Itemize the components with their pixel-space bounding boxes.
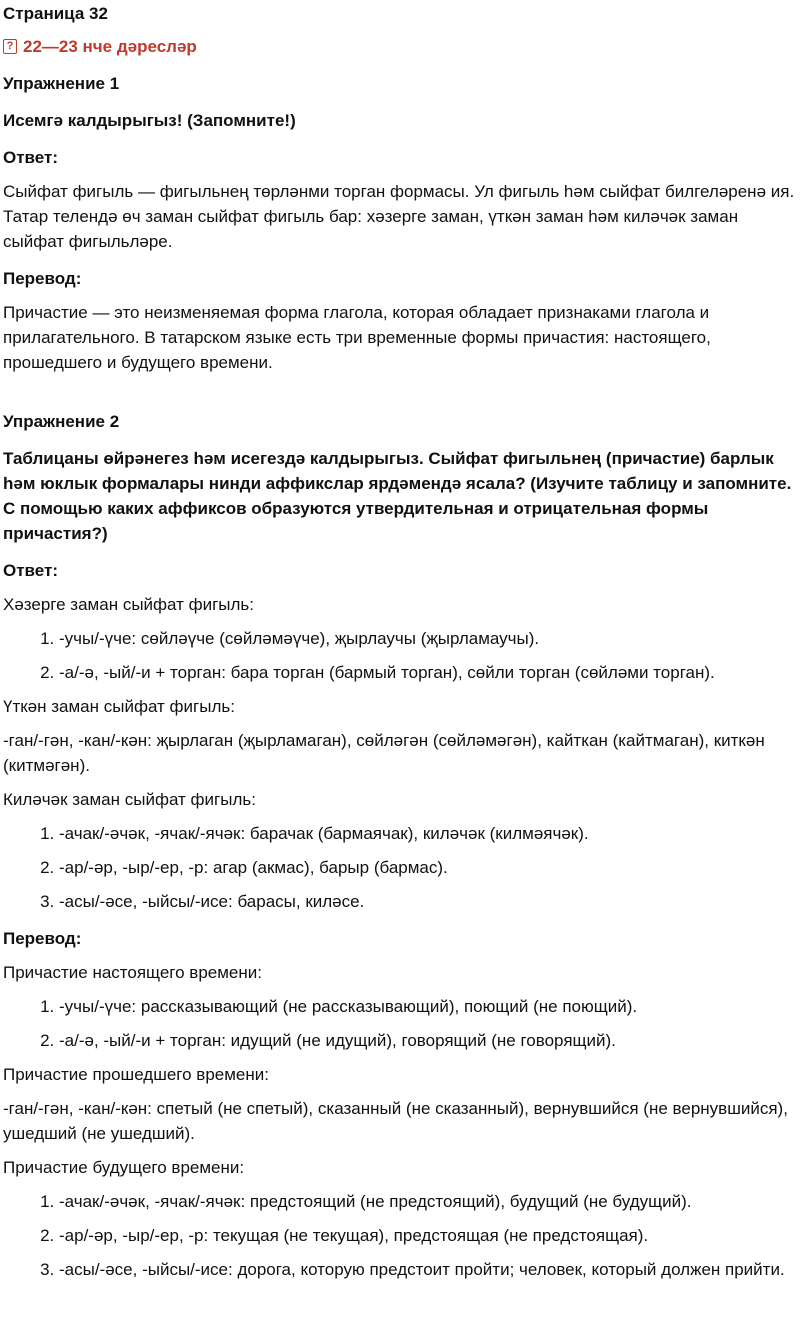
- list-item: 1. -учы/-үче: сөйләүче (сөйләмәүче), җырлаучы (җырламаучы).: [59, 626, 796, 651]
- future-participle-title: Киләчәк заман сыйфат фигыль:: [3, 790, 256, 809]
- list-item: 1. -ачак/-әчәк, -ячак/-ячәк: предстоящий (не предстоящий), будущий (не будущий).: [59, 1189, 796, 1214]
- lesson-link-label: 22—23 нче дәресләр: [23, 36, 197, 56]
- page-title: Страница 32: [3, 4, 108, 23]
- exercise-2-task: Таблицаны өйрәнегез һәм исегездә калдырыгыз. Сыйфат фигыльнең (причастие) барлык һәм юклык формалары нинди аффикслар ярдәмендә ясала? (Изучите таблицу и запомните. С помощью каких аффиксов образуются утвердительная и отрицательная формы причастия?): [3, 449, 792, 543]
- exercise-2-translation-label: Перевод:: [3, 929, 82, 948]
- translation-present-list: [3, 994, 796, 1053]
- present-participle-list: [3, 626, 796, 685]
- exercise-2-heading: Упражнение 2: [3, 412, 120, 431]
- lesson-link[interactable]: [3, 33, 796, 59]
- translation-past-title: Причастие прошедшего времени:: [3, 1065, 269, 1084]
- exercise-1-heading: Упражнение 1: [3, 74, 120, 93]
- future-participle-list: [3, 821, 796, 914]
- list-item: 1. -ачак/-әчәк, -ячак/-ячәк: барачак (бармаячак), киләчәк (килмәячәк).: [59, 821, 796, 846]
- list-item: 3. -асы/-әсе, -ыйсы/-исе: дорога, которую предстоит пройти; человек, который должен прийти.: [59, 1257, 796, 1282]
- exercise-1-translation-label: Перевод:: [3, 269, 82, 288]
- list-item: 2. -ар/-әр, -ыр/-ер, -р: текущая (не текущая), предстоящая (не предстоящая).: [59, 1223, 796, 1248]
- list-item: 2. -а/-ә, -ый/-и + торган: бара торган (бармый торган), сөйли торган (сөйләми торган).: [59, 660, 796, 685]
- exercise-1-answer-text: Сыйфат фигыль — фигыльнең төрләнми торган формасы. Ул фигыль һәм сыйфат билгеләренә ия. Татар телендә өч заман сыйфат фигыль бар: хәзерге заман, үткән заман һәм киләчәк заман сыйфат фигыльләре.: [3, 182, 795, 251]
- translation-future-title: Причастие будущего времени:: [3, 1158, 245, 1177]
- exercise-1-answer-label: Ответ:: [3, 148, 58, 167]
- translation-present-title: Причастие настоящего времени:: [3, 963, 262, 982]
- present-participle-title: Хәзерге заман сыйфат фигыль:: [3, 595, 255, 614]
- question-box-icon: ?: [3, 39, 17, 54]
- translation-past-text: -ган/-гән, -кан/-кән: спетый (не спетый), сказанный (не сказанный), вернувшийся (не вернувшийся), ушедший (не ушедший).: [3, 1099, 788, 1143]
- exercise-1-task: Исемгә калдырыгыз! (Запомните!): [3, 111, 296, 130]
- past-participle-text: -ган/-гән, -кан/-кән: җырлаган (җырламаган), сөйләгән (сөйләмәгән), кайткан (кайтмаган), киткән (китмәгән).: [3, 731, 765, 775]
- exercise-1-translation-text: Причастие — это неизменяемая форма глагола, которая обладает признаками глагола и прилагательного. В татарском языке есть три временные формы причастия: настоящего, прошедшего и будущего времени.: [3, 303, 711, 372]
- list-item: 1. -учы/-үче: рассказывающий (не рассказывающий), поющий (не поющий).: [59, 994, 796, 1019]
- list-item: 2. -а/-ә, -ый/-и + торган: идущий (не идущий), говорящий (не говорящий).: [59, 1028, 796, 1053]
- translation-future-list: [3, 1189, 796, 1282]
- list-item: 3. -асы/-әсе, -ыйсы/-исе: барасы, киләсе.: [59, 889, 796, 914]
- past-participle-title: Үткән заман сыйфат фигыль:: [3, 697, 235, 716]
- list-item: 2. -ар/-әр, -ыр/-ер, -р: агар (акмас), барыр (бармас).: [59, 855, 796, 880]
- exercise-2-answer-label: Ответ:: [3, 561, 58, 580]
